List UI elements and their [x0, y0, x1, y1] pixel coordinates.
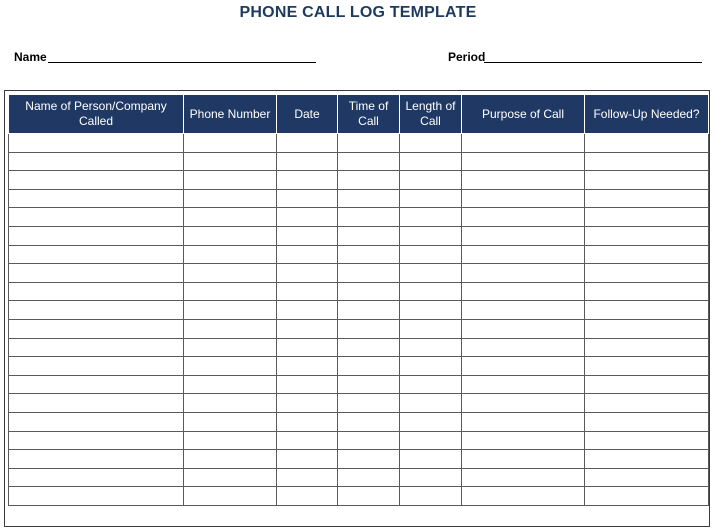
table-cell[interactable]	[277, 319, 338, 338]
table-cell[interactable]	[585, 487, 709, 506]
table-cell[interactable]	[585, 319, 709, 338]
table-cell[interactable]	[400, 171, 462, 190]
table-cell[interactable]	[462, 319, 585, 338]
table-cell[interactable]	[338, 301, 400, 320]
table-cell[interactable]	[400, 412, 462, 431]
table-cell[interactable]	[277, 245, 338, 264]
call-log-table	[8, 94, 709, 506]
table-cell[interactable]	[184, 171, 277, 190]
table-cell[interactable]	[9, 282, 184, 301]
table-cell[interactable]	[184, 208, 277, 227]
table-cell[interactable]	[277, 134, 338, 153]
table-cell[interactable]	[400, 189, 462, 208]
table-cell[interactable]	[400, 487, 462, 506]
table-cell[interactable]	[462, 301, 585, 320]
table-cell[interactable]	[338, 319, 400, 338]
table-cell[interactable]	[462, 152, 585, 171]
table-cell[interactable]	[338, 375, 400, 394]
table-cell[interactable]	[9, 226, 184, 245]
table-cell[interactable]	[184, 152, 277, 171]
table-cell[interactable]	[585, 208, 709, 227]
table-row	[9, 134, 709, 153]
table-row	[9, 394, 709, 413]
table-cell[interactable]	[9, 301, 184, 320]
table-cell[interactable]	[338, 431, 400, 450]
table-cell[interactable]	[585, 450, 709, 469]
table-cell[interactable]	[400, 264, 462, 283]
table-row	[9, 468, 709, 487]
header-row	[9, 95, 709, 134]
table-cell[interactable]	[585, 301, 709, 320]
table-cell[interactable]	[585, 338, 709, 357]
table-cell[interactable]	[338, 357, 400, 376]
table-cell[interactable]	[184, 394, 277, 413]
table-cell[interactable]	[184, 412, 277, 431]
table-cell[interactable]	[462, 357, 585, 376]
table-cell[interactable]	[400, 134, 462, 153]
table-cell[interactable]	[9, 208, 184, 227]
table-cell[interactable]	[400, 282, 462, 301]
table-cell[interactable]	[9, 412, 184, 431]
table-row	[9, 152, 709, 171]
table-cell[interactable]	[277, 450, 338, 469]
table-cell[interactable]	[9, 357, 184, 376]
table-cell[interactable]	[400, 226, 462, 245]
table-cell[interactable]	[184, 245, 277, 264]
table-cell[interactable]	[184, 431, 277, 450]
table-cell[interactable]	[462, 375, 585, 394]
table-cell[interactable]	[277, 189, 338, 208]
table-row	[9, 226, 709, 245]
table-cell[interactable]	[585, 468, 709, 487]
table-cell[interactable]	[338, 412, 400, 431]
table-cell[interactable]	[462, 282, 585, 301]
table-cell[interactable]	[9, 338, 184, 357]
table-cell[interactable]	[277, 468, 338, 487]
table-cell[interactable]	[9, 245, 184, 264]
table-cell[interactable]	[277, 226, 338, 245]
call-log-table-frame	[4, 90, 710, 527]
table-cell[interactable]	[585, 134, 709, 153]
table-cell[interactable]	[9, 189, 184, 208]
table-row	[9, 375, 709, 394]
table-row	[9, 431, 709, 450]
table-cell[interactable]	[277, 208, 338, 227]
table-cell[interactable]	[277, 394, 338, 413]
table-row	[9, 450, 709, 469]
col-header-followup: Follow-Up Needed?	[585, 95, 709, 134]
table-row	[9, 264, 709, 283]
table-row	[9, 208, 709, 227]
table-cell[interactable]	[585, 171, 709, 190]
page-title: PHONE CALL LOG TEMPLATE	[239, 4, 477, 21]
table-cell[interactable]	[9, 319, 184, 338]
col-header-time: Time of Call	[338, 95, 400, 134]
table-cell[interactable]	[184, 468, 277, 487]
table-cell[interactable]	[585, 189, 709, 208]
table-cell[interactable]	[585, 375, 709, 394]
table-cell[interactable]	[585, 282, 709, 301]
table-cell[interactable]	[277, 375, 338, 394]
table-cell[interactable]	[184, 338, 277, 357]
table-cell[interactable]	[585, 226, 709, 245]
col-header-date: Date	[277, 95, 338, 134]
table-cell[interactable]	[338, 282, 400, 301]
table-cell[interactable]	[462, 134, 585, 153]
table-cell[interactable]	[462, 226, 585, 245]
table-cell[interactable]	[9, 264, 184, 283]
col-header-name: Name of Person/Company Called	[9, 95, 184, 134]
table-cell[interactable]	[9, 450, 184, 469]
table-cell[interactable]	[277, 264, 338, 283]
table-cell[interactable]	[338, 468, 400, 487]
table-cell[interactable]	[585, 412, 709, 431]
table-row	[9, 171, 709, 190]
table-cell[interactable]	[462, 394, 585, 413]
table-cell[interactable]	[585, 357, 709, 376]
table-cell[interactable]	[9, 375, 184, 394]
table-row	[9, 487, 709, 506]
table-cell[interactable]	[184, 282, 277, 301]
table-cell[interactable]	[277, 412, 338, 431]
table-cell[interactable]	[462, 264, 585, 283]
table-cell[interactable]	[277, 171, 338, 190]
table-cell[interactable]	[400, 375, 462, 394]
table-cell[interactable]	[338, 338, 400, 357]
table-cell[interactable]	[184, 189, 277, 208]
table-cell[interactable]	[462, 468, 585, 487]
table-row	[9, 189, 709, 208]
table-cell[interactable]	[462, 431, 585, 450]
table-cell[interactable]	[462, 189, 585, 208]
table-cell[interactable]	[184, 134, 277, 153]
table-cell[interactable]	[400, 245, 462, 264]
table-cell[interactable]	[184, 319, 277, 338]
table-row	[9, 338, 709, 357]
table-cell[interactable]	[184, 375, 277, 394]
table-cell[interactable]	[184, 357, 277, 376]
table-cell[interactable]	[338, 134, 400, 153]
table-cell[interactable]	[462, 450, 585, 469]
table-row	[9, 245, 709, 264]
table-cell[interactable]	[462, 412, 585, 431]
table-cell[interactable]	[338, 189, 400, 208]
call-log-body	[9, 134, 709, 506]
table-cell[interactable]	[338, 152, 400, 171]
table-cell[interactable]	[277, 301, 338, 320]
table-cell[interactable]	[585, 431, 709, 450]
table-cell[interactable]	[585, 264, 709, 283]
period-label: Period	[448, 50, 486, 64]
table-row	[9, 282, 709, 301]
table-cell[interactable]	[9, 134, 184, 153]
table-cell[interactable]	[184, 226, 277, 245]
table-cell[interactable]	[277, 338, 338, 357]
table-row	[9, 301, 709, 320]
table-cell[interactable]	[400, 208, 462, 227]
table-cell[interactable]	[400, 152, 462, 171]
table-cell[interactable]	[400, 319, 462, 338]
name-label: Name	[14, 50, 47, 64]
table-cell[interactable]	[9, 394, 184, 413]
table-cell[interactable]	[9, 171, 184, 190]
table-row	[9, 357, 709, 376]
table-cell[interactable]	[338, 245, 400, 264]
table-cell[interactable]	[462, 487, 585, 506]
table-row	[9, 412, 709, 431]
table-cell[interactable]	[462, 338, 585, 357]
col-header-length: Length of Call	[400, 95, 462, 134]
table-cell[interactable]	[585, 152, 709, 171]
table-cell[interactable]	[338, 394, 400, 413]
table-cell[interactable]	[9, 468, 184, 487]
table-cell[interactable]	[277, 357, 338, 376]
col-header-purpose: Purpose of Call	[462, 95, 585, 134]
table-cell[interactable]	[462, 171, 585, 190]
table-cell[interactable]	[338, 487, 400, 506]
table-cell[interactable]	[585, 245, 709, 264]
name-field-line[interactable]	[48, 62, 316, 63]
table-cell[interactable]	[462, 245, 585, 264]
table-cell[interactable]	[338, 171, 400, 190]
col-header-phone: Phone Number	[184, 95, 277, 134]
table-cell[interactable]	[400, 431, 462, 450]
table-cell[interactable]	[400, 468, 462, 487]
table-cell[interactable]	[184, 301, 277, 320]
table-cell[interactable]	[400, 357, 462, 376]
table-cell[interactable]	[400, 394, 462, 413]
table-cell[interactable]	[338, 226, 400, 245]
table-cell[interactable]	[338, 264, 400, 283]
table-cell[interactable]	[277, 152, 338, 171]
table-cell[interactable]	[338, 450, 400, 469]
table-cell[interactable]	[277, 487, 338, 506]
table-cell[interactable]	[400, 450, 462, 469]
table-row	[9, 319, 709, 338]
table-cell[interactable]	[462, 208, 585, 227]
table-cell[interactable]	[184, 264, 277, 283]
table-cell[interactable]	[184, 450, 277, 469]
table-cell[interactable]	[585, 394, 709, 413]
table-cell[interactable]	[277, 431, 338, 450]
table-cell[interactable]	[184, 487, 277, 506]
table-cell[interactable]	[400, 338, 462, 357]
table-cell[interactable]	[9, 487, 184, 506]
table-cell[interactable]	[277, 282, 338, 301]
period-field-line[interactable]	[484, 62, 702, 63]
table-cell[interactable]	[9, 431, 184, 450]
table-cell[interactable]	[338, 208, 400, 227]
table-cell[interactable]	[9, 152, 184, 171]
table-cell[interactable]	[400, 301, 462, 320]
